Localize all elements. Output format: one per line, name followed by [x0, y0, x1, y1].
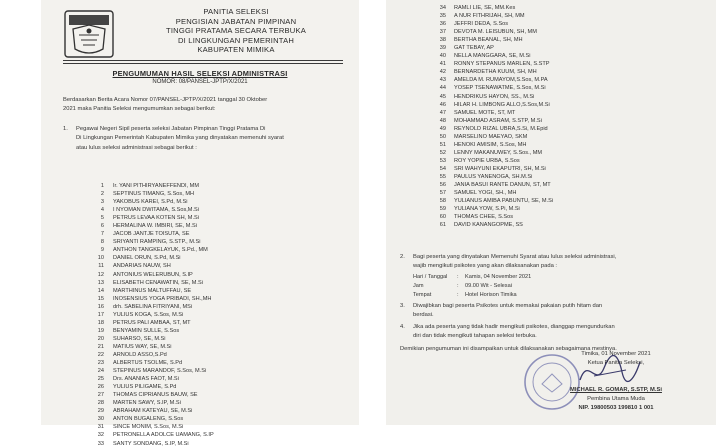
candidate-number: 28: [97, 400, 104, 407]
candidate-name: Drs. ANANIAS FAOT, M.Si: [113, 376, 179, 383]
candidate-row: [88, 319, 214, 327]
candidate-name: HENOKI AMISIM, S.Sos, MH: [454, 141, 527, 148]
candidate-number: 47: [439, 109, 446, 116]
candidate-number: 49: [439, 125, 446, 132]
candidate-row: [432, 68, 553, 76]
candidate-row: [432, 52, 553, 60]
place-date: Timika, 01 November 2021: [581, 351, 651, 357]
candidate-number: 7: [100, 231, 104, 238]
candidate-number: 35: [439, 13, 446, 20]
candidate-row: [432, 93, 553, 101]
candidate-row: [88, 343, 214, 351]
schedule-row: [413, 282, 531, 291]
candidate-name: ALBERTUS TSOLME, S.Pd: [113, 360, 183, 367]
candidate-name: BERTHA BEANAL, SH, MH: [454, 37, 523, 44]
candidate-name: YAKOBUS KAREI, S.Pd, M.Si: [113, 199, 188, 206]
candidate-row: [432, 181, 553, 189]
schedule-value: Kamis, 04 November 2021: [465, 274, 532, 280]
candidate-name: AMELDA M. RUMAYOM,S.Sos, M.PA: [454, 77, 548, 84]
candidate-name: LENNY MAKANUWEY, S.Sos., MM: [454, 149, 543, 156]
candidate-name: PAULUS YANENOGA, SH.M.Si: [454, 173, 533, 180]
candidate-number: 13: [97, 279, 104, 286]
candidate-number: 39: [439, 45, 446, 52]
candidate-number: 54: [439, 165, 446, 172]
candidate-number: 22: [97, 351, 104, 358]
item1-line: Di Lingkungan Pemerintah Kabupaten Mimika yang dinyatakan memenuhi syarat: [76, 135, 284, 142]
candidate-row: [88, 295, 214, 303]
candidate-name: DANIEL ORUN, S.Pd, M.Si: [113, 255, 181, 262]
candidate-row: [88, 335, 214, 343]
candidate-row: [432, 60, 553, 68]
candidate-number: 24: [97, 368, 104, 375]
candidate-name: ELISABETH CENAWATIN, SE, M.Si: [113, 279, 203, 286]
intro-line: 2021 maka Panitia Seleksi mengumumkan sebagai berikut:: [63, 106, 216, 113]
candidate-number: 36: [439, 21, 446, 28]
item1-line: atau lulus seleksi administrasi sebagai berikut :: [76, 144, 197, 151]
candidate-row: [88, 271, 214, 279]
schedule-separator: :: [457, 292, 459, 298]
candidate-row: [432, 213, 553, 221]
schedule-label: Jam: [413, 283, 424, 289]
item4-line: Jika ada peserta yang tidak hadir mengikuti psikotes, dianggap mengundurkan: [413, 324, 615, 330]
candidate-number: 38: [439, 37, 446, 44]
item2-number: 2.: [400, 254, 405, 260]
signer-rank: Pembina Utama Muda: [587, 396, 645, 402]
header-divider: [63, 60, 343, 61]
candidate-name: PETRUS PALI AMBAA, ST, MT: [113, 319, 191, 326]
candidate-row: [432, 76, 553, 84]
candidate-row: [88, 287, 214, 295]
candidate-name: I NYOMAN DWITAMA, S.Sos,M.Si: [113, 207, 199, 214]
candidate-row: [88, 303, 214, 311]
item1-number: 1.: [63, 126, 68, 132]
item2-line: Bagi peserta yang dinyatakan Memenuhi Syarat atau lulus seleksi administrasi,: [413, 254, 617, 260]
candidate-list-right: [432, 4, 553, 229]
candidate-number: 45: [439, 93, 446, 100]
signer-role: Ketua Panitia Seleksi,: [587, 360, 645, 366]
candidate-row: [88, 431, 214, 439]
candidate-number: 20: [97, 335, 104, 342]
mimika-regency-emblem-icon: [63, 9, 115, 59]
candidate-row: [88, 254, 214, 262]
candidate-name: MOHAMMAD ASRAM, S.STP, M.Si: [454, 117, 542, 124]
candidate-name: GAT TEBAY, AP: [454, 45, 494, 52]
candidate-row: [88, 375, 214, 383]
candidate-row: [432, 12, 553, 20]
candidate-number: 61: [439, 222, 446, 229]
candidate-number: 5: [100, 215, 104, 222]
committee-header: [121, 7, 351, 55]
candidate-row: [432, 221, 553, 229]
item4-line: diri dan tidak mengikuti tahapan seleksi terbuka.: [413, 333, 537, 340]
candidate-name: HENDRIKUS HAYON, SS., M.Si: [454, 93, 535, 100]
candidate-name: RAMLI LIE, SE, MM.Kes: [454, 5, 516, 11]
candidate-name: drh. SABELINA FITRIYANI, MSi: [113, 303, 193, 310]
psychotest-schedule: [413, 273, 531, 300]
document-page-right: [386, 0, 716, 425]
candidate-row: [432, 28, 553, 36]
candidate-row: [432, 189, 553, 197]
candidate-name: ABRAHAM KATEYAU, SE, M.Si: [113, 408, 193, 415]
candidate-number: 46: [439, 101, 446, 108]
candidate-row: [432, 205, 553, 213]
candidate-name: RONNY STEPANUS MARLEN, S.STP: [454, 61, 550, 68]
candidate-row: [88, 415, 214, 423]
candidate-number: 10: [97, 255, 104, 262]
candidate-number: 42: [439, 69, 446, 76]
schedule-label: Tempat: [413, 292, 432, 298]
candidate-number: 21: [97, 343, 104, 350]
candidate-number: 30: [97, 416, 104, 423]
candidate-number: 56: [439, 182, 446, 189]
candidate-number: 60: [439, 214, 446, 221]
candidate-number: 9: [100, 247, 104, 254]
candidate-name: MATIUS WAY, SE, M.Si: [113, 343, 172, 350]
candidate-name: JACOB JANTJE TOISUTA, SE: [113, 231, 190, 238]
item3-paragraph: [413, 302, 713, 321]
candidate-number: 40: [439, 53, 446, 60]
candidate-number: 8: [100, 239, 104, 246]
signer-nip: NIP. 19800503 199810 1 001: [578, 405, 654, 411]
candidate-name: MARTEN SAWY, S.IP, M.Si: [113, 400, 181, 407]
candidate-number: 29: [97, 408, 104, 415]
candidate-name: YULIUS PILIGAME, S.Pd: [113, 384, 177, 391]
candidate-name: STEPINUS MARANDOF, S.Sos, M.Si: [113, 368, 207, 375]
candidate-number: 2: [100, 191, 104, 198]
candidate-row: [432, 141, 553, 149]
candidate-number: 15: [97, 295, 104, 302]
item1-line: Pegawai Negeri Sipil peserta seleksi Jabatan Pimpinan Tinggi Pratama Di: [76, 126, 266, 132]
candidate-row: [432, 84, 553, 92]
candidate-name: SANTY SONDANG, S.IP, M.Si: [113, 440, 189, 447]
candidate-row: [88, 351, 214, 359]
candidate-name: ARNOLD ASSO,S.Pd: [113, 351, 167, 358]
header-line: PANITIA SELEKSI: [203, 7, 269, 16]
candidate-row: [88, 262, 214, 270]
schedule-value: Hotel Horison Timika: [465, 292, 517, 298]
candidate-number: 4: [100, 207, 104, 214]
candidate-row: [432, 101, 553, 109]
candidate-number: 32: [97, 432, 104, 439]
candidate-name: SAMUEL MOTE, ST, MT: [454, 109, 516, 116]
schedule-separator: :: [457, 283, 459, 289]
signature-block: [526, 350, 706, 413]
candidate-number: 18: [97, 319, 104, 326]
candidate-row: [88, 359, 214, 367]
schedule-separator: :: [457, 274, 459, 280]
candidate-name: YULIANUS AMIBA PABUNTU, SE, M.Si: [454, 198, 554, 205]
candidate-number: 55: [439, 173, 446, 180]
candidate-number: 34: [439, 5, 446, 11]
candidate-row: [88, 214, 214, 222]
candidate-row: [88, 383, 214, 391]
candidate-row: [432, 157, 553, 165]
candidate-row: [432, 20, 553, 28]
candidate-number: 37: [439, 29, 446, 36]
item3-number: 3.: [400, 303, 405, 309]
candidate-number: 12: [97, 271, 104, 278]
candidate-row: [88, 391, 214, 399]
candidate-number: 52: [439, 149, 446, 156]
candidate-row: [88, 279, 214, 287]
candidate-name: ANDARIAS NAUW, SH: [113, 263, 171, 270]
item4-number: 4.: [400, 324, 405, 330]
candidate-number: 14: [97, 287, 104, 294]
candidate-number: 27: [97, 392, 104, 399]
candidate-name: ANTON BUGALENG, S.Sos: [113, 416, 184, 423]
candidate-number: 59: [439, 206, 446, 213]
candidate-row: [88, 198, 214, 206]
candidate-row: [88, 206, 214, 214]
candidate-number: 19: [97, 327, 104, 334]
candidate-name: JEFFRI DEDA, S.Sos: [454, 21, 509, 28]
candidate-row: [432, 165, 553, 173]
candidate-number: 43: [439, 77, 446, 84]
candidate-row: [432, 117, 553, 125]
intro-line: Berdasarkan Berita Acara Nomor 07/PANSEL-JPTP/X/2021 tanggal 30 Oktober: [63, 97, 268, 103]
candidate-name: SUHARSO, SE, M.Si: [113, 335, 166, 342]
candidate-number: 58: [439, 198, 446, 205]
signer-name: MICHAEL R. GOMAR, S.STP, M.Si: [570, 387, 662, 393]
candidate-row: [88, 399, 214, 407]
candidate-row: [432, 109, 553, 117]
candidate-row: [88, 440, 214, 448]
candidate-name: Ir. YANI PITHIRYANEFFENDI, MM: [113, 183, 199, 189]
candidate-name: MARTHINUS MALTUFFAU, SE: [113, 287, 192, 294]
header-line: TINGGI PRATAMA SECARA TERBUKA: [166, 26, 306, 36]
candidate-name: YULIANA YOW, S.Pi, M.Si: [454, 206, 520, 213]
item2-paragraph: [413, 253, 713, 272]
item1-paragraph: [76, 125, 356, 153]
candidate-name: SINCE MONIM, S.Sos, M.Si: [113, 424, 184, 431]
candidate-row: [432, 36, 553, 44]
candidate-number: 53: [439, 157, 446, 164]
candidate-number: 26: [97, 384, 104, 391]
candidate-number: 16: [97, 303, 104, 310]
candidate-name: PETRUS LEVAA KOTEN SH, M.Si: [113, 215, 199, 222]
candidate-row: [88, 367, 214, 375]
candidate-row: [88, 238, 214, 246]
candidate-row: [88, 182, 214, 190]
candidate-number: 41: [439, 61, 446, 68]
candidate-name: DEVOTA M. LEISUBUN, SH, MM: [454, 29, 537, 36]
header-divider-thin: [63, 63, 343, 64]
candidate-row: [432, 125, 553, 133]
candidate-name: SAMUEL YOGI, SH., MH: [454, 190, 517, 197]
candidate-number: 31: [97, 424, 104, 431]
schedule-value: 09.00 Wit - Selesai: [465, 283, 512, 289]
candidate-number: 1: [100, 183, 104, 189]
candidate-number: 50: [439, 133, 446, 140]
candidate-number: 23: [97, 360, 104, 367]
candidate-number: 6: [100, 223, 104, 230]
schedule-label: Hari / Tanggal: [413, 274, 448, 280]
candidate-row: [88, 311, 214, 319]
candidate-name: HERMALINA W. IMBIRI, SE, M.Si: [113, 223, 197, 230]
candidate-name: BERNARDETHA KUUM, SH, MH: [454, 69, 537, 76]
header-line: PENGISIAN JABATAN PIMPINAN: [175, 16, 297, 26]
candidate-name: ANTHON TANGKELAYUK, S.Pd., MM: [113, 247, 208, 254]
candidate-row: [88, 407, 214, 415]
candidate-row: [88, 246, 214, 254]
candidate-row: [88, 230, 214, 238]
candidate-row: [432, 197, 553, 205]
candidate-row: [432, 149, 553, 157]
header-line: DI LINGKUNGAN PEMERINTAH: [177, 35, 295, 45]
item3-line: Diwajibkan bagi peserta Psikotes untuk memakai pakaian putih hitam dan: [413, 303, 603, 309]
candidate-number: 33: [97, 440, 104, 447]
candidate-name: A NUR FITHRIJAH, SH, MM: [454, 13, 525, 20]
candidate-row: [432, 4, 553, 12]
candidate-row: [88, 222, 214, 230]
candidate-name: SRI WAHYUNI EKAPUTRI, SH, M.Si: [454, 165, 546, 172]
candidate-number: 44: [439, 85, 446, 92]
candidate-name: SEPTINUS TIMANG, S.Sos, MH: [113, 191, 195, 198]
candidate-number: 11: [98, 263, 104, 270]
candidate-row: [88, 423, 214, 431]
candidate-row: [88, 190, 214, 198]
document-page-left: [41, 0, 359, 447]
candidate-row: [432, 44, 553, 52]
candidate-number: 57: [439, 190, 446, 197]
candidate-name: YULIUS KOGA, S.Sos, M.Si: [113, 311, 184, 318]
item2-line: wajib mengikuti psikotes yang akan dilaksanakan pada :: [413, 263, 558, 270]
candidate-number: 48: [439, 117, 446, 124]
candidate-name: ANTONIUS WELERUBUN, S.IP: [113, 271, 193, 278]
candidate-name: JANIA BASUI RANTE DANUN, ST, MT: [454, 182, 551, 189]
item3-line: berdasi.: [413, 312, 434, 319]
candidate-name: INOSENSIUS YOGA PRIBADI, SH.,MH: [113, 295, 212, 302]
candidate-name: YOSEP TSENAWATME, S.Sos, M.Si: [454, 85, 546, 92]
candidate-name: THOMAS CHEE, S.Sos: [454, 214, 514, 221]
candidate-name: PETRONELLA ADOLCE UAMANG, S.IP: [113, 432, 214, 439]
candidate-name: BENYAMIN SULLE, S.Sos: [113, 327, 180, 334]
candidate-name: DAVID KANANGOPME, SS: [454, 222, 523, 229]
candidate-number: 25: [97, 376, 104, 383]
candidate-row: [432, 173, 553, 181]
candidate-name: MARSELINO MAEYAO, SKM: [454, 133, 528, 140]
schedule-row: [413, 291, 531, 300]
closing-statement: Demikian pengumuman ini disampaikan untuk dilaksanakan sebagaimana mestinya.: [400, 346, 617, 352]
candidate-name: SRIYANTI RAMPING, S.STP., M.Si: [113, 239, 201, 246]
candidate-number: 3: [100, 199, 104, 206]
announcement-number: NOMOR: 08/PANSEL-JPTP/X/2021: [152, 79, 248, 85]
candidate-name: ROY YOPIE URBA, S.Sos: [454, 157, 520, 164]
candidate-number: 51: [439, 141, 446, 148]
intro-paragraph: [63, 96, 353, 115]
candidate-name: REYNOLD RIZAL UBRA,S.Si, M.Epid: [454, 125, 548, 132]
candidate-name: THOMAS CIPRIANUS BAUW, SE: [113, 392, 198, 399]
header-line: KABUPATEN MIMIKA: [197, 45, 275, 55]
candidate-row: [432, 133, 553, 141]
candidate-list-left: [88, 182, 214, 448]
candidate-row: [88, 327, 214, 335]
candidate-number: 17: [97, 311, 104, 318]
candidate-name: HILAR H. LIMBONG ALLO,S.Sos,M.Si: [454, 101, 550, 108]
candidate-name: NELLA MANGGARA, SE, M.Si: [454, 53, 531, 60]
item4-paragraph: [413, 323, 713, 342]
announcement-title: PENGUMUMAN HASIL SELEKSI ADMINISTRASI: [112, 69, 288, 78]
schedule-row: [413, 273, 531, 282]
